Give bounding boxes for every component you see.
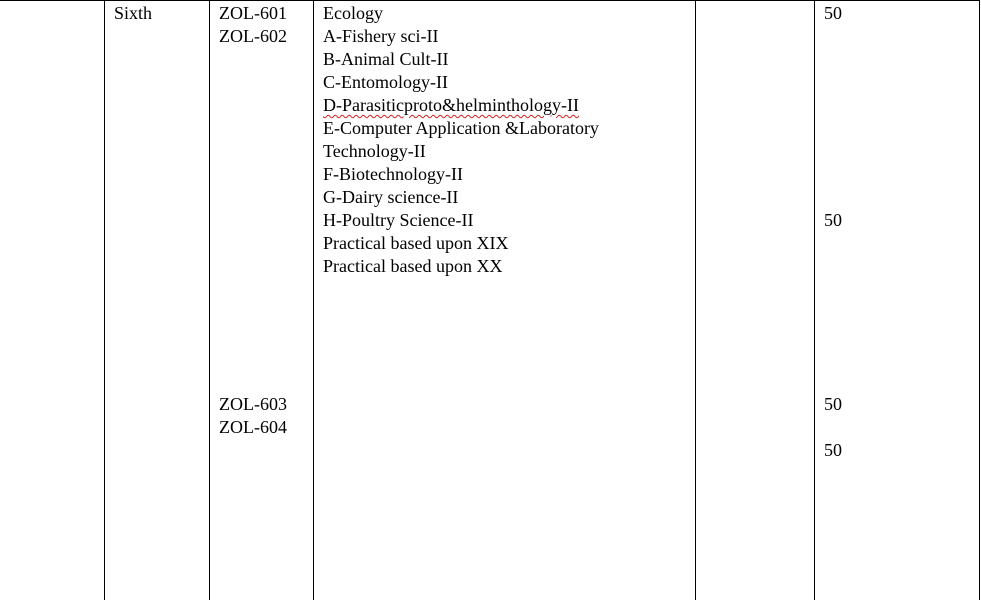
course-code: ZOL-604: [219, 417, 287, 437]
semester-cell: Sixth: [114, 3, 153, 23]
course-code: ZOL-603: [219, 394, 287, 414]
subject-line: E-Computer Application &Laboratory: [323, 118, 599, 138]
course-code: ZOL-602: [219, 26, 287, 46]
marks-value: 50: [824, 440, 842, 460]
subject-line: G-Dairy science-II: [323, 187, 459, 207]
subject-line: H-Poultry Science-II: [323, 210, 474, 230]
column-divider: [209, 0, 210, 600]
column-divider: [313, 0, 314, 600]
table-right-border: [979, 0, 980, 600]
subject-line: B-Animal Cult-II: [323, 49, 449, 69]
marks-value: 50: [824, 210, 842, 230]
marks-value: 50: [824, 394, 842, 414]
course-codes-bottom: [219, 393, 287, 439]
course-codes-top: [219, 2, 287, 48]
subject-line: Practical based upon XIX: [323, 233, 509, 253]
column-divider: [814, 0, 815, 600]
subject-line: Ecology: [323, 3, 383, 23]
course-code: ZOL-601: [219, 3, 287, 23]
subject-line: F-Biotechnology-II: [323, 164, 463, 184]
column-divider: [104, 0, 105, 600]
column-divider: [695, 0, 696, 600]
subject-line: [323, 94, 599, 117]
subjects-cell: [323, 2, 599, 278]
spellcheck-underlined-text: D-Parasiticproto&helminthology-II: [323, 95, 579, 115]
subject-line: C-Entomology-II: [323, 72, 448, 92]
subject-line: A-Fishery sci-II: [323, 26, 439, 46]
marks-value: 50: [824, 3, 842, 23]
subject-line: Practical based upon XX: [323, 256, 503, 276]
table-top-border: [0, 0, 980, 1]
subject-line: Technology-II: [323, 141, 426, 161]
